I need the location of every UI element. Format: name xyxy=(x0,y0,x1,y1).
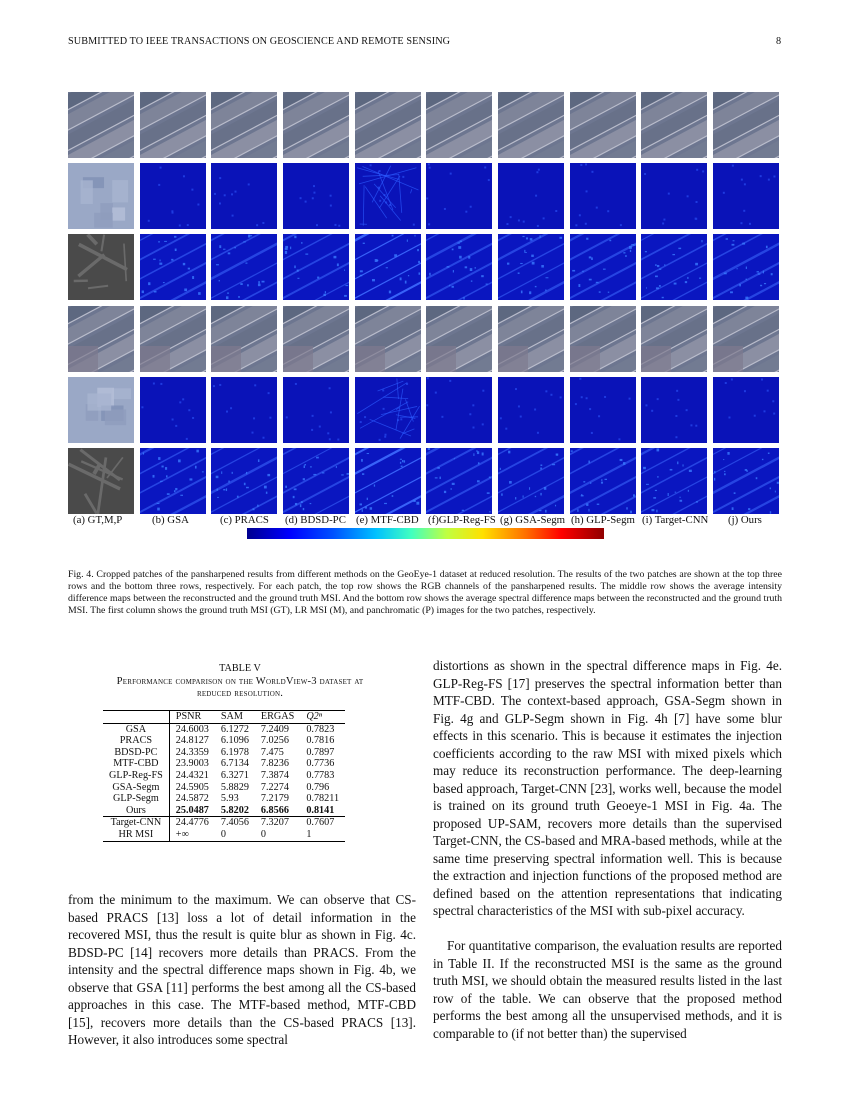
figure-cell-r3-c3 xyxy=(211,234,277,300)
table-value-cell: 5.8829 xyxy=(220,781,249,793)
table-row xyxy=(103,735,345,747)
right-paragraph-2: For quantitative comparison, the evaluation results are reported in Table II. If the reconstructed MSI is the same as the ground truth MSI, we should obtain the measured results listed in the last row of the table. We can observe that the proposed method performs the best among all the unsupervised methods, and it is comparable to (if not better than) the supervised xyxy=(433,938,782,1041)
running-header: SUBMITTED TO IEEE TRANSACTIONS ON GEOSCIENCE AND REMOTE SENSING xyxy=(68,36,451,47)
figure-caption: Fig. 4. Cropped patches of the pansharpened results from different methods on the GeoEye-1 dataset at reduced resolution. The results of the two patches are shown at the top three rows and the bottom three rows, respectively. For each patch, the top row shows the RGB channels of the pansharpened results. The middle row shows the average intensity difference maps between the reconstructed and the ground truth MSI. And the bottom row shows the average spectral difference maps between the reconstructed and the ground truth MSI. The first column shows the ground truth MSI (GT), LR MSI (M), and panchromatic (P) images for the two patches, respectively. xyxy=(68,569,782,616)
figure-cell-r3-c7 xyxy=(498,234,564,300)
table-value-cell: 24.8127 xyxy=(175,735,209,747)
table-value-cell: 5.8202 xyxy=(220,804,249,816)
figure-cell-r1-c5 xyxy=(355,92,421,158)
table-value-cell: 24.5905 xyxy=(175,781,209,793)
figure-cell-r1-c1 xyxy=(68,92,134,158)
table-value-cell: 6.1978 xyxy=(220,746,249,758)
figure-cell-r5-c1 xyxy=(68,377,134,443)
table-value-cell: 7.2274 xyxy=(260,781,289,793)
right-paragraph-1: distortions as shown in the spectral difference maps in Fig. 4e. GLP-Reg-FS [17] preserves the spectral information better than MTF-CBD. The context-based approach, GSA-Segm shown in Fig. 4g and GLP-Segm shown in Fig. 4h [7] have some blur effects in this scenario. This is because it estimates the injection coefficients according to the raw MSI with mixed pixels which may reduce its reconstruction performance. The deep-learning based approach, Target-CNN [23], works well, because the model is trained on its ground truth Geoeye-1 MSI in Fig. 4a. The proposed UP-SAM, recovers more details than the supervised Target-CNN, the CS-based and MRA-based methods, while at the same time preserving spectral information well. This is because the extraction and injection functions of the proposed method are defined based on the attention representations that indicating spectral characteristics of the MSI with sub-pixel accuracy. xyxy=(433,658,782,918)
table-row xyxy=(103,793,345,805)
figure-cell-r5-c10 xyxy=(713,377,779,443)
figure-cell-r2-c9 xyxy=(641,163,707,229)
table-row xyxy=(103,817,345,829)
table-value-cell: 6.1272 xyxy=(220,723,249,735)
figure-cell-r6-c1 xyxy=(68,448,134,514)
figure-cell-r5-c2 xyxy=(140,377,206,443)
table-header-q2n: Q2ⁿ xyxy=(300,711,345,724)
table-value-cell: 5.93 xyxy=(220,793,239,805)
figure-cell-r3-c6 xyxy=(426,234,492,300)
table-value-cell: 0.7783 xyxy=(306,769,335,781)
table-method-cell: Target-CNN xyxy=(103,817,169,829)
table-value-cell: 6.7134 xyxy=(220,758,249,770)
table-title xyxy=(68,676,412,700)
column-caption-8: (h) GLP-Segm xyxy=(571,514,635,526)
figure-cell-r3-c9 xyxy=(641,234,707,300)
table-value-cell: 0.7823 xyxy=(306,723,335,735)
column-caption-5: (e) MTF-CBD xyxy=(356,514,419,526)
table-header-row xyxy=(103,711,345,724)
figure-cell-r5-c5 xyxy=(355,377,421,443)
table-value-cell: 23.9003 xyxy=(175,758,209,770)
figure-cell-r1-c2 xyxy=(140,92,206,158)
figure-cell-r6-c5 xyxy=(355,448,421,514)
table-value-cell: 7.2409 xyxy=(260,723,289,735)
figure-cell-r3-c10 xyxy=(713,234,779,300)
figure-cell-r4-c6 xyxy=(426,306,492,372)
table-method-cell: PRACS xyxy=(103,735,169,747)
figure-cell-r4-c2 xyxy=(140,306,206,372)
figure-cell-r5-c9 xyxy=(641,377,707,443)
table-value-cell: 7.4056 xyxy=(215,817,255,829)
table-method-cell: GSA-Segm xyxy=(103,782,169,794)
left-paragraph: from the minimum to the maximum. We can observe that CS-based PRACS [13] loss a lot of detail information in the recovered MSI, thus the result is quite blur as shown in Fig. 4c. BDSD-PC [14] recovers more details than PRACS. From the intensity and the spectral difference maps shown in Fig. 4b, we observe that GSA [11] performs the best among all the CS-based approaches in this case. The MTF-based method, MTF-CBD [15], recovers more details than the CS-based PRACS [13]. However, it also introduces some spectral xyxy=(68,892,416,1047)
table-value-cell: 24.4776 xyxy=(169,817,215,829)
figure-cell-r1-c9 xyxy=(641,92,707,158)
table-header-sam: SAM xyxy=(215,711,255,724)
figure-cell-r5-c6 xyxy=(426,377,492,443)
table-value-cell: 0.796 xyxy=(306,781,330,793)
table-method-cell: Ours xyxy=(103,805,169,817)
figure-cell-r2-c1 xyxy=(68,163,134,229)
column-caption-10: (j) Ours xyxy=(728,514,762,526)
figure-cell-r5-c4 xyxy=(283,377,349,443)
figure-cell-r1-c4 xyxy=(283,92,349,158)
figure-cell-r2-c10 xyxy=(713,163,779,229)
figure-cell-r6-c10 xyxy=(713,448,779,514)
figure-cell-r4-c10 xyxy=(713,306,779,372)
table-value-cell: 24.5872 xyxy=(175,793,209,805)
table-row xyxy=(103,805,345,817)
figure-cell-r4-c5 xyxy=(355,306,421,372)
figure-cell-r3-c8 xyxy=(570,234,636,300)
table-value-cell: 0.8141 xyxy=(306,804,335,816)
table-value-cell: 7.3874 xyxy=(260,769,289,781)
table-value-cell: 0.78211 xyxy=(306,793,340,805)
table-value-cell: 6.8566 xyxy=(260,804,289,816)
figure-cell-r2-c2 xyxy=(140,163,206,229)
table-value-cell: 24.4321 xyxy=(175,769,209,781)
left-column-text xyxy=(68,891,416,1049)
table-row xyxy=(103,747,345,759)
performance-table xyxy=(103,710,345,842)
figure-cell-r2-c3 xyxy=(211,163,277,229)
figure-cell-r3-c2 xyxy=(140,234,206,300)
table-value-cell: 0.7816 xyxy=(306,735,335,747)
figure-cell-r6-c3 xyxy=(211,448,277,514)
figure-cell-r1-c7 xyxy=(498,92,564,158)
table-value-cell: +∞ xyxy=(169,829,215,841)
figure-cell-r6-c2 xyxy=(140,448,206,514)
table-value-cell: 0.7607 xyxy=(300,817,345,829)
table-method-cell: GLP-Reg-FS xyxy=(103,770,169,782)
column-caption-3: (c) PRACS xyxy=(220,514,269,526)
table-value-cell: 7.3207 xyxy=(255,817,300,829)
figure-cell-r6-c9 xyxy=(641,448,707,514)
table-label: TABLE V xyxy=(219,663,261,674)
figure-cell-r3-c1 xyxy=(68,234,134,300)
table-value-cell: 6.3271 xyxy=(220,769,249,781)
figure-cell-r4-c3 xyxy=(211,306,277,372)
figure-cell-r1-c10 xyxy=(713,92,779,158)
table-value-cell: 0 xyxy=(215,829,255,841)
figure-cell-r2-c7 xyxy=(498,163,564,229)
table-title-line2: reduced resolution. xyxy=(196,688,284,699)
table-value-cell: 7.2179 xyxy=(260,793,289,805)
table-header-ergas: ERGAS xyxy=(255,711,300,724)
table-header-blank xyxy=(103,711,169,724)
figure-cell-r2-c8 xyxy=(570,163,636,229)
table-value-cell: 24.6003 xyxy=(175,723,209,735)
table-value-cell: 7.475 xyxy=(260,746,284,758)
page-number: 8 xyxy=(776,36,782,47)
table-row xyxy=(103,758,345,770)
figure-cell-r4-c7 xyxy=(498,306,564,372)
right-column-text xyxy=(433,657,782,1042)
table-row xyxy=(103,829,345,841)
column-caption-1: (a) GT,M,P xyxy=(73,514,123,526)
figure-cell-r1-c6 xyxy=(426,92,492,158)
column-caption-6: (f)GLP-Reg-FS xyxy=(428,514,496,526)
table-value-cell: 0.7897 xyxy=(306,746,335,758)
table-value-cell: 6.1096 xyxy=(220,735,249,747)
table-value-cell: 24.3359 xyxy=(175,746,209,758)
figure-cell-r6-c4 xyxy=(283,448,349,514)
table-body xyxy=(103,723,345,841)
figure-cell-r6-c6 xyxy=(426,448,492,514)
colorbar xyxy=(247,528,604,539)
figure-cell-r2-c5 xyxy=(355,163,421,229)
figure-cell-r4-c4 xyxy=(283,306,349,372)
column-caption-4: (d) BDSD-PC xyxy=(285,514,346,526)
table-value-cell: 0.7736 xyxy=(306,758,335,770)
table-value-cell: 7.0256 xyxy=(260,735,289,747)
column-caption-7: (g) GSA-Segm xyxy=(500,514,566,526)
figure-cell-r3-c4 xyxy=(283,234,349,300)
figure-cell-r1-c8 xyxy=(570,92,636,158)
column-caption-9: (i) Target-CNN xyxy=(642,514,709,526)
table-value-cell: 7.8236 xyxy=(260,758,289,770)
table-value-cell: 0 xyxy=(255,829,300,841)
figure-cell-r2-c6 xyxy=(426,163,492,229)
table-method-cell: BDSD-PC xyxy=(103,747,169,759)
figure-cell-r4-c9 xyxy=(641,306,707,372)
table-row xyxy=(103,723,345,735)
table-method-cell: HR MSI xyxy=(103,829,169,841)
table-title-line1: Performance comparison on the WorldView-3 dataset at xyxy=(116,676,364,687)
figure-cell-r2-c4 xyxy=(283,163,349,229)
figure-cell-r1-c3 xyxy=(211,92,277,158)
table-method-cell: GSA xyxy=(103,723,169,735)
figure-cell-r6-c8 xyxy=(570,448,636,514)
figure-cell-r3-c5 xyxy=(355,234,421,300)
figure-cell-r5-c8 xyxy=(570,377,636,443)
table-row xyxy=(103,782,345,794)
table-value-cell: 1 xyxy=(300,829,345,841)
figure-cell-r6-c7 xyxy=(498,448,564,514)
table-row xyxy=(103,770,345,782)
column-caption-2: (b) GSA xyxy=(152,514,189,526)
table-header-psnr: PSNR xyxy=(169,711,215,724)
figure-cell-r5-c3 xyxy=(211,377,277,443)
figure-cell-r5-c7 xyxy=(498,377,564,443)
table-value-cell: 25.0487 xyxy=(175,804,209,816)
figure-cell-r4-c8 xyxy=(570,306,636,372)
figure-cell-r4-c1 xyxy=(68,306,134,372)
table-method-cell: GLP-Segm xyxy=(103,793,169,805)
table-method-cell: MTF-CBD xyxy=(103,758,169,770)
